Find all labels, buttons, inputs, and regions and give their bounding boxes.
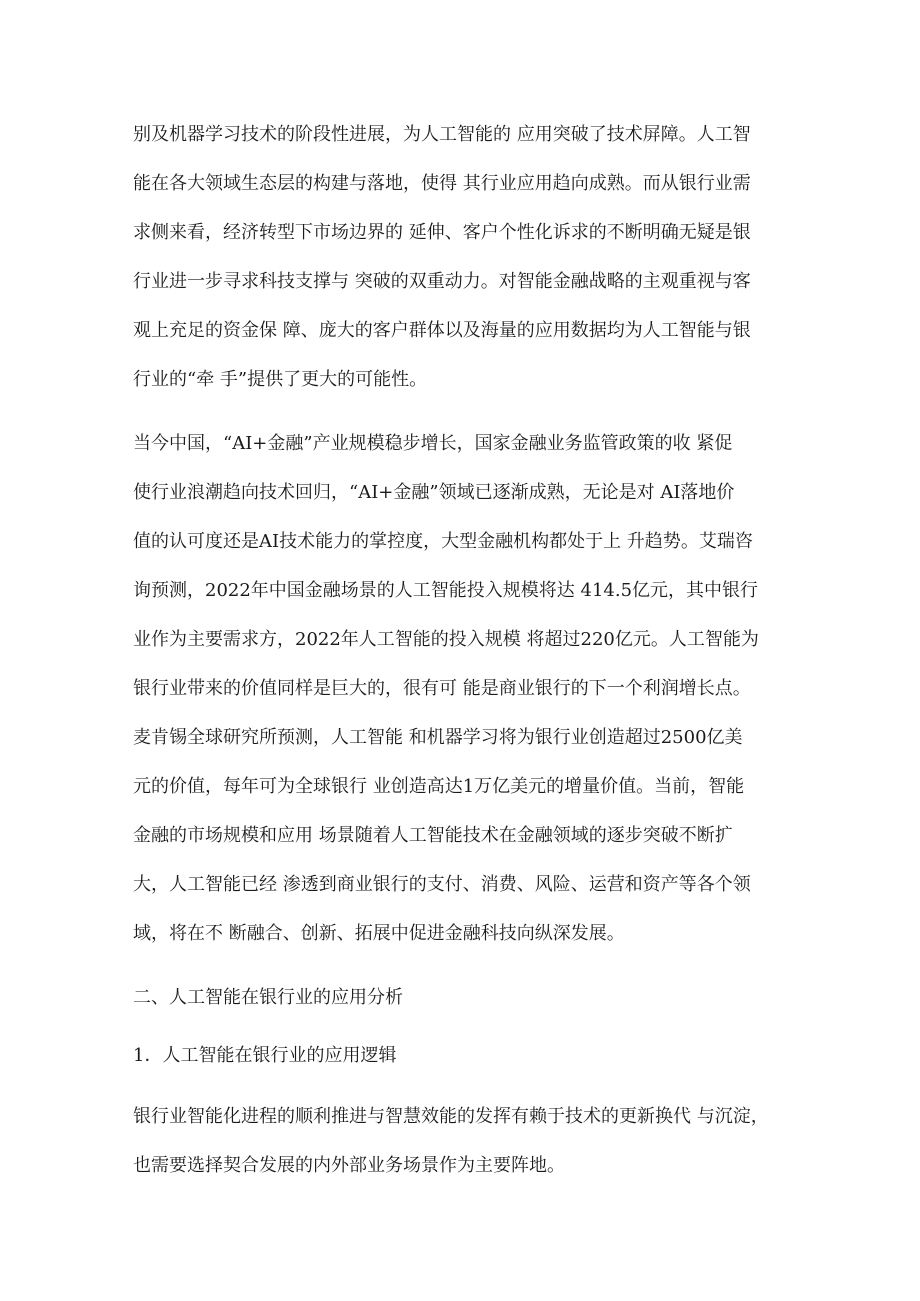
paragraph-2-line-6: 银行业带来的价值同样是巨大的，很有可 能是商业银行的下一个利润增长点。 xyxy=(133,678,751,699)
paragraph-2-line-3: 值的认可度还是AI技术能力的掌控度，大型金融机构都处于上 升趋势。艾瑞咨 xyxy=(133,531,753,552)
paragraph-3-line-2: 也需要选择契合发展的内外部业务场景作为主要阵地。 xyxy=(133,1155,565,1176)
paragraph-2-line-2: 使行业浪潮趋向技术回归，“AI+金融”领域已逐渐成熟，无论是对 AI落地价 xyxy=(133,482,735,503)
paragraph-2-line-11: 域，将在不 断融合、创新、拓展中促进金融科技向纵深发展。 xyxy=(133,923,625,944)
paragraph-1-line-6: 行业的“牵 手”提供了更大的可能性。 xyxy=(133,369,428,390)
paragraph-2-line-4: 询预测，2022年中国金融场景的人工智能投入规模将达 414.5亿元，其中银行 xyxy=(133,580,759,601)
paragraph-2-line-10: 大，人工智能已经 渗透到商业银行的支付、消费、风险、运营和资产等各个领 xyxy=(133,874,751,895)
section-heading: 二、人工智能在银行业的应用分析 xyxy=(133,987,403,1008)
paragraph-2-line-9: 金融的市场规模和应用 场景随着人工智能技术在金融领域的逐步突破不断扩 xyxy=(133,825,733,846)
paragraph-2-line-1: 当今中国，“AI+金融”产业规模稳步增长，国家金融业务监管政策的收 紧促 xyxy=(133,433,733,454)
subsection-heading: 1．人工智能在银行业的应用逻辑 xyxy=(133,1045,397,1066)
paragraph-2-line-8: 元的价值，每年可为全球银行 业创造高达1万亿美元的增量价值。当前，智能 xyxy=(133,776,745,797)
paragraph-3-line-1: 银行业智能化进程的顺利推进与智慧效能的发挥有赖于技术的更新换代 与沉淀， xyxy=(133,1106,769,1127)
paragraph-1-line-3: 求侧来看，经济转型下市场边界的 延伸、客户个性化诉求的不断明确无疑是银 xyxy=(133,222,751,243)
paragraph-1-line-2: 能在各大领域生态层的构建与落地，使得 其行业应用趋向成熟。而从银行业需 xyxy=(133,173,751,194)
paragraph-1-line-4: 行业进一步寻求科技支撑与 突破的双重动力。对智能金融战略的主观重视与客 xyxy=(133,271,751,292)
paragraph-2-line-5: 业作为主要需求方，2022年人工智能的投入规模 将超过220亿元。人工智能为 xyxy=(133,629,759,650)
paragraph-2-line-7: 麦肯锡全球研究所预测，人工智能 和机器学习将为银行业创造超过2500亿美 xyxy=(133,727,743,748)
paragraph-1-line-5: 观上充足的资金保 障、庞大的客户群体以及海量的应用数据均为人工智能与银 xyxy=(133,320,751,341)
paragraph-1-line-1: 别及机器学习技术的阶段性进展，为人工智能的 应用突破了技术屏障。人工智 xyxy=(133,124,751,145)
